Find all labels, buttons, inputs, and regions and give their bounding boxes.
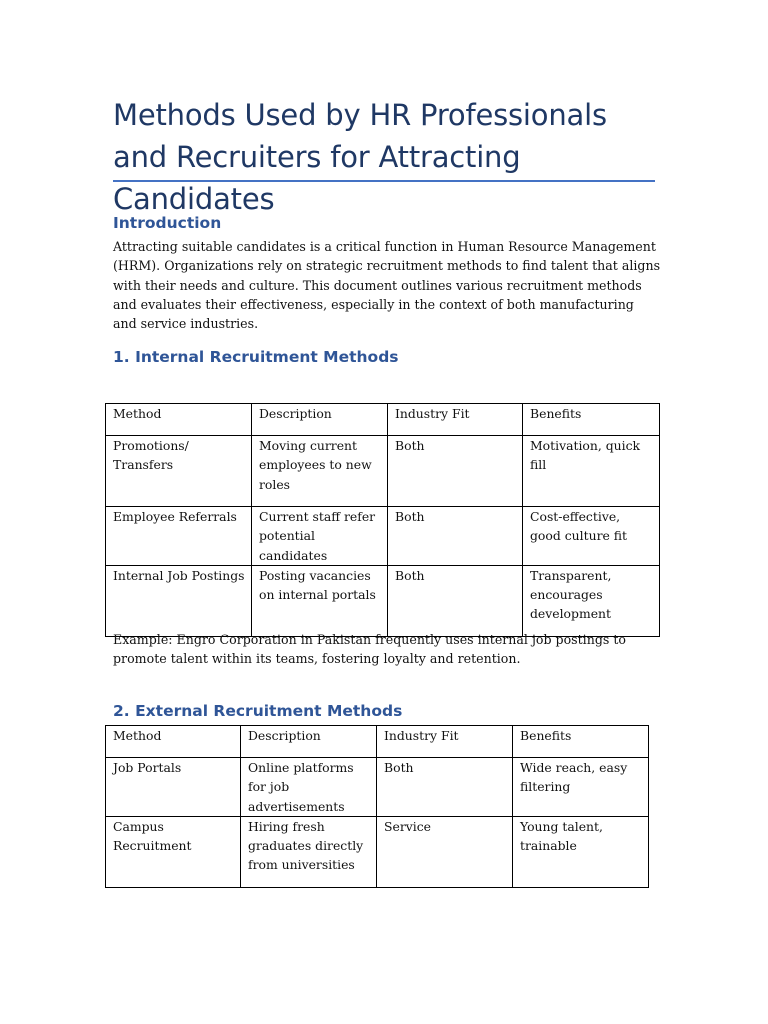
table-cell: Current staff refer potential candidates — [252, 507, 388, 566]
internal-methods-table — [105, 403, 660, 637]
document-title: Methods Used by HR Professionals and Recruiters for Attracting Candidates — [113, 98, 607, 216]
header-method: Method — [106, 404, 252, 436]
header-description: Description — [241, 726, 377, 758]
header-industry-fit: Industry Fit — [377, 726, 513, 758]
table-cell: Both — [377, 758, 513, 817]
header-method: Method — [106, 726, 241, 758]
section2-heading: 2. External Recruitment Methods — [113, 702, 403, 720]
table-cell: Both — [388, 436, 523, 507]
header-industry-fit: Industry Fit — [388, 404, 523, 436]
table-row — [106, 565, 660, 636]
header-description: Description — [252, 404, 388, 436]
table-cell: Online platforms for job advertisements — [241, 758, 377, 817]
table-cell: Posting vacancies on internal portals — [252, 565, 388, 636]
table-cell: Motivation, quick fill — [523, 436, 660, 507]
header-benefits: Benefits — [523, 404, 660, 436]
table-cell: Service — [377, 816, 513, 887]
table-row — [106, 436, 660, 507]
header-benefits: Benefits — [513, 726, 649, 758]
table-cell: Wide reach, easy filtering — [513, 758, 649, 817]
table-cell: Both — [388, 565, 523, 636]
table-cell: Young talent, trainable — [513, 816, 649, 887]
table-cell: Moving current employees to new roles — [252, 436, 388, 507]
table-header-row — [106, 404, 660, 436]
table-cell: Job Portals — [106, 758, 241, 817]
table-row — [106, 507, 660, 566]
title-underline — [113, 180, 655, 182]
table-cell: Hiring fresh graduates directly from universities — [241, 816, 377, 887]
table-cell: Transparent, encourages development — [523, 565, 660, 636]
table-cell: Cost-effective, good culture fit — [523, 507, 660, 566]
table-cell: Campus Recruitment — [106, 816, 241, 887]
section1-heading: 1. Internal Recruitment Methods — [113, 348, 399, 366]
introduction-heading: Introduction — [113, 214, 222, 232]
introduction-paragraph: Attracting suitable candidates is a critical function in Human Resource Management (HRM). Organizations rely on strategic recruitment methods to find talent that aligns with their needs and culture. This document outlines various recruitment methods and evaluates their effectiveness, especially in the context of both manufacturing and service industries. — [113, 239, 661, 332]
table-header-row — [106, 726, 649, 758]
section1-example: Example: Engro Corporation in Pakistan frequently uses internal job postings to promote talent within its teams, fostering loyalty and retention. — [113, 632, 626, 667]
table-cell: Internal Job Postings — [106, 565, 252, 636]
table-row — [106, 758, 649, 817]
table-cell: Promotions/ Transfers — [106, 436, 252, 507]
external-methods-table — [105, 725, 649, 888]
table-row — [106, 816, 649, 887]
table-cell: Both — [388, 507, 523, 566]
table-cell: Employee Referrals — [106, 507, 252, 566]
